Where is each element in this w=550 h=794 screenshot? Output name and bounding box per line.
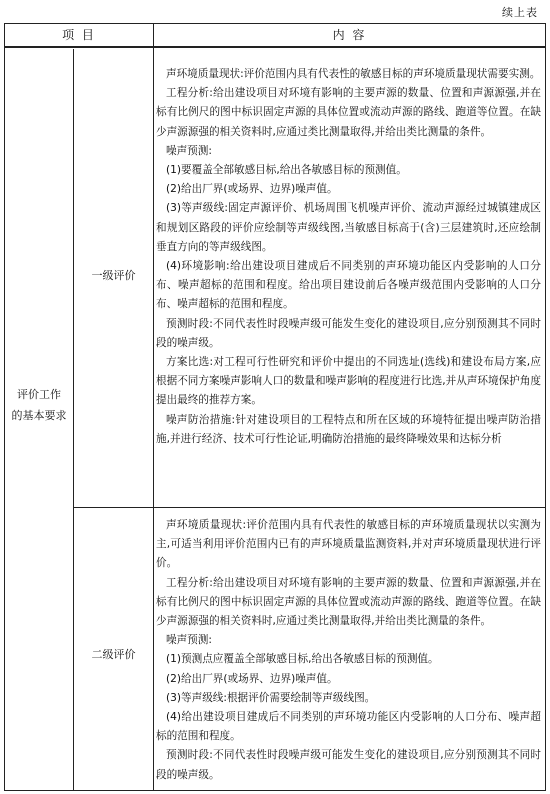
paragraph: (2)给出厂界(或场界、边界)噪声值。 [166,183,338,196]
paragraph: 预测时段:不同代表性时段噪声级可能发生变化的建设项目,应分别预测其不同时段的噪声级。 [156,749,541,781]
paragraph: 声环境质量现状:评价范围内具有代表性的敏感目标的声环境质量现状以实测为主,可适当利用评价范围内已有的声环境质量监测资料,并对声环境质量现状进行评价。 [156,519,541,570]
paragraph: 噪声预测: [166,634,212,647]
paragraph: 噪声防治措施:针对建设项目的工程特点和所在区域的环境特征提出噪声防治措施,并进行经济、技术可行性论证,明确防治措施的最终降噪效果和达标分析 [156,413,541,445]
paragraph: 工程分析:给出建设项目对环境有影响的主要声源的数量、位置和声源源强,并在标有比例尺的图中标识固定声源的具体位置或流动声源的路线、跑道等位置。在缺少声源源强的相关资料时,应通过类比测量取得,并给出类比测量的条件。 [156,87,541,138]
paragraph: 工程分析:给出建设项目对环境有影响的主要声源的数量、位置和声源源强,并在标有比例尺的图中标识固定声源的具体位置或流动声源的路线、跑道等位置。在缺少声源源强的相关资料时,应通过类比测量取得,并给出类比测量的条件。 [156,576,541,628]
row-divider [73,507,545,508]
level2-content [156,516,541,785]
paragraph: (3)等声级线:根据评价需要绘制等声级线图。 [166,691,376,704]
header-divider [5,46,545,48]
level2-label: 二级评价 [91,648,136,661]
level1-content [156,65,541,449]
header-content: 内 容 [332,28,367,42]
category-line-1: 评价工作 [17,388,61,401]
paragraph: 预测时段:不同代表性时段噪声级可能发生变化的建设项目,应分别预测其不同时段的噪声级。 [156,317,541,349]
paragraph: (2)给出厂界(或场界、边界)噪声值。 [166,672,338,685]
category-cell [5,384,73,426]
sub-column-divider [73,49,74,790]
paragraph: 声环境质量现状:评价范围内具有代表性的敏感目标的声环境质量现状需要实测。 [166,68,541,80]
level1-label: 一级评价 [91,269,136,282]
paragraph: (3)等声级线:固定声源评价、机场周围飞机噪声评价、流动声源经过城镇建成区和规划区路段的评价应绘制等声级线图,当敏感目标高于(含)三层建筑时,还应绘制垂直方向的等声级线图。 [156,202,541,253]
paragraph: (1)预测点应覆盖全部敏感目标,给出各敏感目标的预测值。 [166,653,439,666]
category-line-2: 的基本要求 [11,409,67,422]
requirements-table [4,23,546,791]
paragraph: (4)环境影响:给出建设项目建成后不同类别的声环境功能区内受影响的人口分布、噪声超标的范围和程度。给出项目建设前后各噪声级范围内受影响的人口分布、噪声超标的范围和程度。 [156,260,541,311]
column-divider [153,24,154,790]
paragraph: 噪声预测: [166,144,212,157]
paragraph: (1)要覆盖全部敏感目标,给出各敏感目标的预测值。 [166,164,407,177]
header-item: 项 目 [62,28,96,42]
paragraph: (4)给出建设项目建成后不同类别的声环境功能区内受影响的人口分布、噪声超标的范围和程度。 [156,711,541,743]
continuation-label: 续上表 [502,6,538,19]
paragraph: 方案比选:对工程可行性研究和评价中提出的不同选址(选线)和建设布局方案,应根据不同方案噪声影响人口的数量和噪声影响的程度进行比选,并从声环境保护角度提出最终的推荐方案。 [156,356,541,407]
